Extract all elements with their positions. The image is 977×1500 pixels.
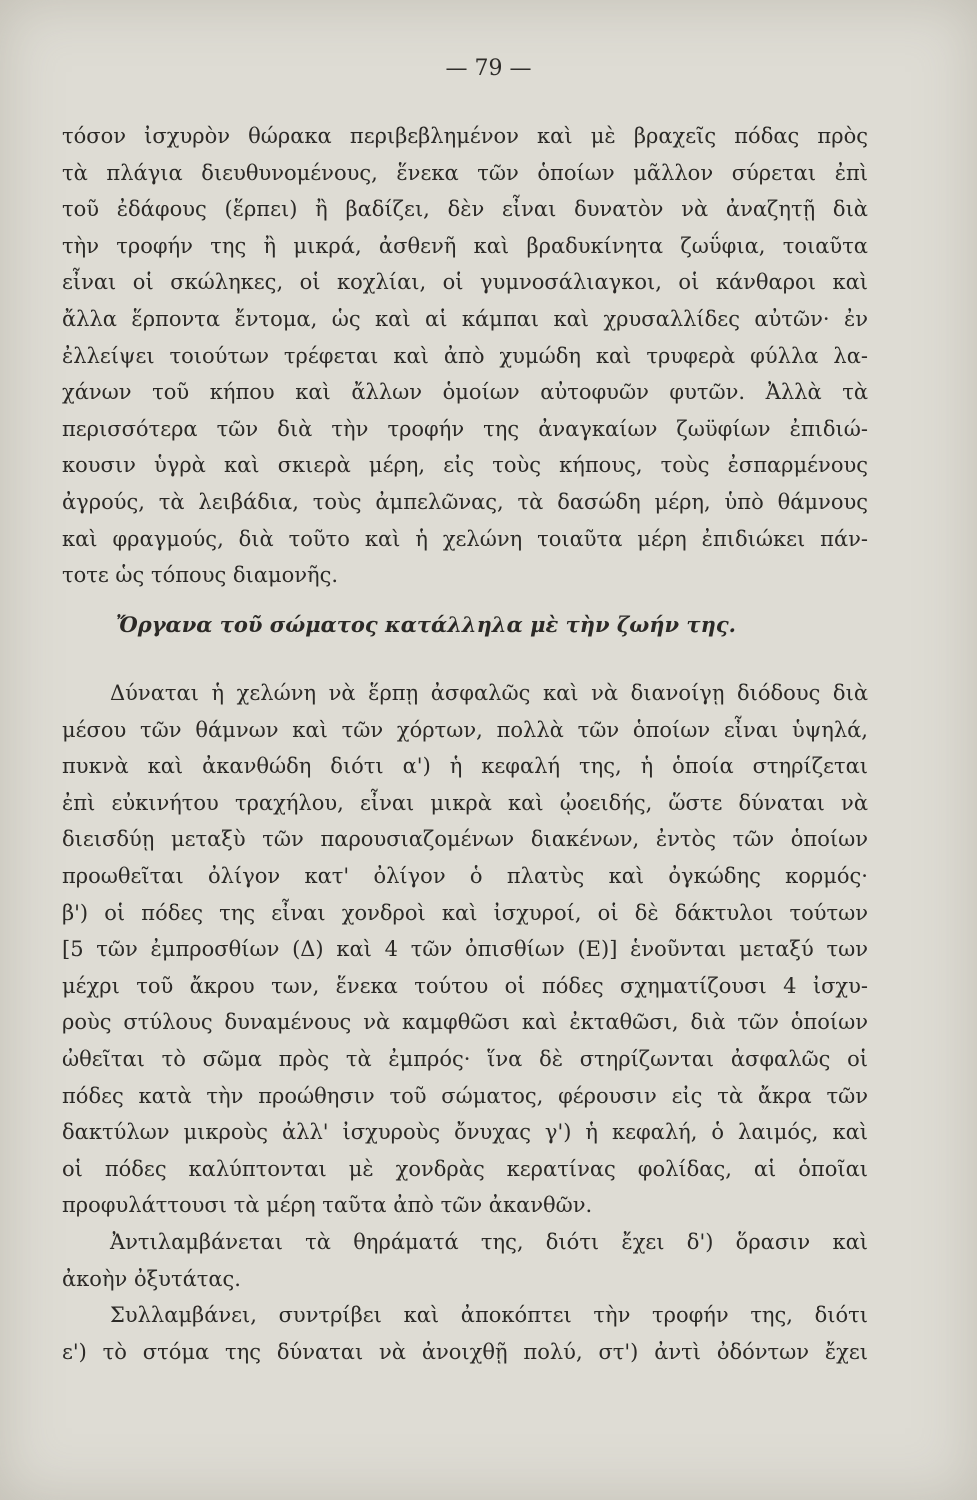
page-number: — 79 — <box>445 56 532 81</box>
text-line: εἶναι οἱ σκώληκες, οἱ κοχλίαι, οἱ γυμνοσάλιαγκοι, οἱ κάνθαροι καὶ <box>62 270 868 295</box>
text-line: [5 τῶν ἐμπροσθίων (Δ) καὶ 4 τῶν ὀπισθίων (Ε)] ἑνοῦνται μεταξύ των <box>62 937 868 962</box>
text-line: διεισδύῃ μεταξὺ τῶν παρουσιαζομένων διακένων, ἐντὸς τῶν ὁποίων <box>62 827 868 852</box>
text-line: Δύναται ἡ χελώνη νὰ ἕρπῃ ἀσφαλῶς καὶ νὰ διανοίγῃ διόδους διὰ <box>110 681 868 705</box>
text-line: τοῦ ἐδάφους (ἕρπει) ἢ βαδίζει, δὲν εἶναι δυνατὸν νὰ ἀναζητῇ διὰ <box>62 197 868 222</box>
text-line: Συλλαμβάνει, συντρίβει καὶ ἀποκόπτει τὴν τροφήν της, διότι <box>110 1303 868 1328</box>
text-line: προωθεῖται ὀλίγον κατ' ὀλίγον ὁ πλατὺς καὶ ὀγκώδης κορμός· <box>62 863 868 888</box>
text-line: οἱ πόδες καλύπτονται μὲ χονδρὰς κερατίνας φολίδας, αἱ ὁποῖαι <box>62 1156 868 1181</box>
text-line: πυκνὰ καὶ ἀκανθώδη διότι α') ἡ κεφαλή της, ἡ ὁποία στηρίζεται <box>62 754 868 779</box>
text-line: ροὺς στύλους δυναμένους νὰ καμφθῶσι καὶ ἐκταθῶσι, διὰ τῶν ὁποίων <box>62 1010 868 1035</box>
text-line: καὶ φραγμούς, διὰ τοῦτο καὶ ἡ χελώνη τοιαῦτα μέρη ἐπιδιώκει πάν- <box>62 526 868 551</box>
text-line: ἀγρούς, τὰ λειβάδια, τοὺς ἀμπελῶνας, τὰ δασώδη μέρη, ὑπὸ θάμνους <box>62 489 868 514</box>
section-heading: Ὄργανα τοῦ σώματος κατάλληλα μὲ τὴν ζωήν της. <box>116 612 736 637</box>
text-line: μέχρι τοῦ ἄκρου των, ἕνεκα τούτου οἱ πόδες σχηματίζουσι 4 ἰσχυ- <box>62 973 868 998</box>
text-line: τόσον ἰσχυρὸν θώρακα περιβεβλημένον καὶ μὲ βραχεῖς πόδας πρὸς <box>62 124 868 148</box>
text-line: κουσιν ὑγρὰ καὶ σκιερὰ μέρη, εἰς τοὺς κήπους, τοὺς ἐσπαρμένους <box>62 453 868 478</box>
text-line: β') οἱ πόδες της εἶναι χονδροὶ καὶ ἰσχυροί, οἱ δὲ δάκτυλοι τούτων <box>62 900 868 925</box>
text-line: πόδες κατὰ τὴν προώθησιν τοῦ σώματος, φέρουσιν εἰς τὰ ἄκρα τῶν <box>62 1083 868 1108</box>
paragraph-tortoise-habitat <box>62 118 868 594</box>
text-line: τὴν τροφήν της ἢ μικρά, ἀσθενῆ καὶ βραδυκίνητα ζωΰφια, τοιαῦτα <box>62 233 868 258</box>
paragraph-body-organs <box>62 675 868 1370</box>
text-line: ὠθεῖται τὸ σῶμα πρὸς τὰ ἐμπρός· ἵνα δὲ στηρίζωνται ἀσφαλῶς οἱ <box>62 1046 868 1071</box>
text-line: Ἀντιλαμβάνεται τὰ θηράματά της, διότι ἔχει δ') ὅρασιν καὶ <box>110 1229 868 1254</box>
text-line: περισσότερα τῶν διὰ τὴν τροφήν της ἀναγκαίων ζωϋφίων ἐπιδιώ- <box>62 416 868 441</box>
text-line: ε') τὸ στόμα της δύναται νὰ ἀνοιχθῇ πολύ, στ') ἀντὶ ὀδόντων ἔχει <box>62 1339 868 1364</box>
text-line: προφυλάττουσι τὰ μέρη ταῦτα ἀπὸ τῶν ἀκανθῶν. <box>62 1193 593 1218</box>
text-line: ἐλλείψει τοιούτων τρέφεται καὶ ἀπὸ χυμώδη καὶ τρυφερὰ φύλλα λα- <box>62 343 868 368</box>
text-line: ἄλλα ἕρποντα ἔντομα, ὡς καὶ αἱ κάμπαι καὶ χρυσαλλίδες αὐτῶν· ἐν <box>62 306 868 331</box>
text-line: χάνων τοῦ κήπου καὶ ἄλλων ὁμοίων αὐτοφυῶν φυτῶν. Ἀλλὰ τὰ <box>62 380 868 405</box>
text-line: μέσου τῶν θάμνων καὶ τῶν χόρτων, πολλὰ τῶν ὁποίων εἶναι ὑψηλά, <box>62 717 868 742</box>
text-line: ἐπὶ εὐκινήτου τραχήλου, εἶναι μικρὰ καὶ ᾠοειδής, ὥστε δύναται νὰ <box>62 790 868 815</box>
text-line: τὰ πλάγια διευθυνομένους, ἕνεκα τῶν ὁποίων μᾶλλον σύρεται ἐπὶ <box>62 160 868 185</box>
text-line: ἀκοὴν ὀξυτάτας. <box>62 1266 241 1291</box>
text-line: τοτε ὡς τόπους διαμονῆς. <box>62 563 339 588</box>
text-line: δακτύλων μικροὺς ἀλλ' ἰσχυροὺς ὄνυχας γ') ἡ κεφαλή, ὁ λαιμός, καὶ <box>62 1120 868 1145</box>
